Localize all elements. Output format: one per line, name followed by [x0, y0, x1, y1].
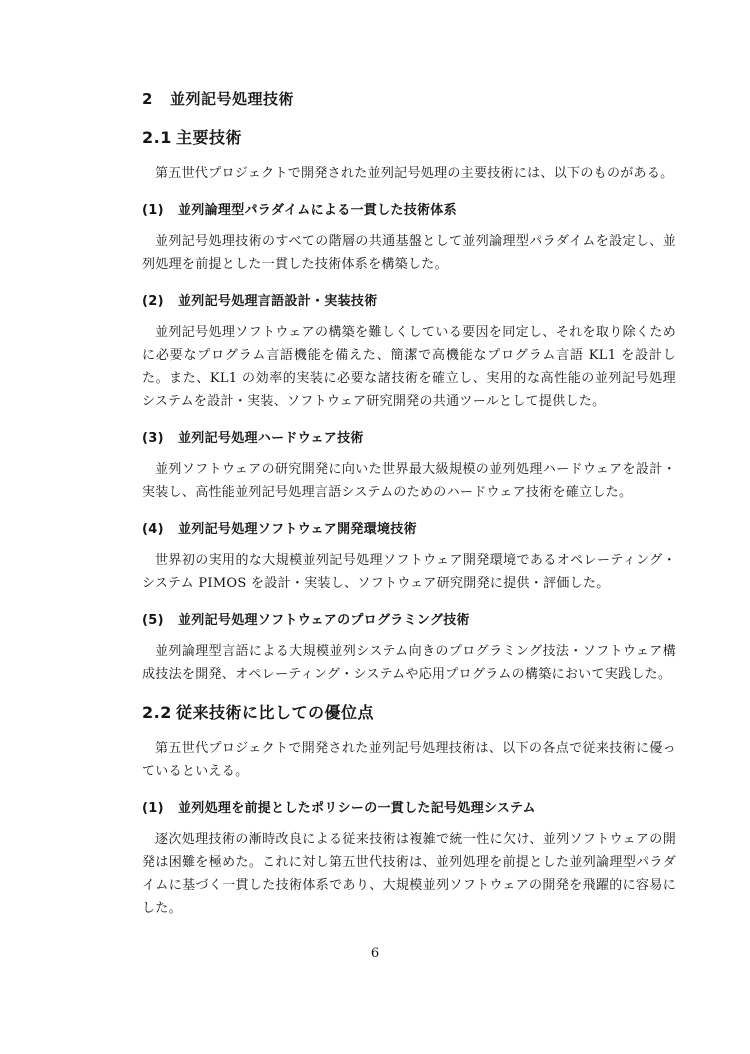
page-number: 6 — [370, 946, 380, 961]
subsection-number: (5) — [142, 613, 164, 628]
section-title: 従来技術に比しての優位点 — [176, 703, 375, 722]
subsection-title: 並列処理を前提としたポリシーの一貫した記号処理システム — [178, 801, 536, 816]
chapter-number: 2 — [142, 90, 153, 108]
body-paragraph: 世界初の実用的な大規模並列記号処理ソフトウェア開発環境であるオペレーティング・システム PIMOS を設計・実装し、ソフトウェア研究開発に提供・評価した。 — [142, 553, 676, 591]
body-paragraph: 逐次処理技術の漸時改良による従来技術は複雑で統一性に欠け、並列ソフトウェアの開発は困難を極めた。これに対し第五世代技術は、並列処理を前提とした並列論理型パラダイムに基づく一貫した技術体系であり、大規模並列ソフトウェアの開発を飛躍的に容易にした。 — [142, 832, 676, 916]
section-heading-2-2 — [142, 700, 676, 723]
body-paragraph: 並列論理型言語による大規模並列システム向きのプログラミング技法・ソフトウェア構成技法を開発、オペレーティング・システムや応用プログラムの構築において実践した。 — [142, 644, 676, 682]
subsection-title: 並列記号処理ソフトウェア開発環境技術 — [178, 522, 417, 537]
chapter-title: 並列記号処理技術 — [170, 90, 295, 108]
subsection-heading — [142, 609, 676, 628]
subsection-title: 並列論理型パラダイムによる一貫した技術体系 — [178, 203, 457, 218]
section-number: 2.1 — [142, 128, 172, 147]
chapter-heading — [142, 88, 676, 109]
body-paragraph: 並列ソフトウェアの研究開発に向いた世界最大級規模の並列処理ハードウェアを設計・実装し、高性能並列記号処理言語システムのためのハードウェア技術を確立した。 — [142, 462, 676, 500]
subsection-heading — [142, 290, 676, 309]
subsection-number: (3) — [142, 431, 164, 446]
subsection-heading — [142, 518, 676, 537]
section-intro-paragraph: 第五世代プロジェクトで開発された並列記号処理技術は、以下の各点で従来技術に優っているといえる。 — [142, 741, 676, 779]
subsection-heading — [142, 797, 676, 816]
subsection-number: (1) — [142, 801, 164, 816]
subsection-number: (2) — [142, 294, 164, 309]
subsection-number: (1) — [142, 203, 164, 218]
subsection-number: (4) — [142, 522, 164, 537]
section-heading-2-1 — [142, 125, 676, 148]
body-paragraph: 並列記号処理技術のすべての階層の共通基盤として並列論理型パラダイムを設定し、並列処理を前提とした一貫した技術体系を構築した。 — [142, 234, 676, 272]
subsection-title: 並列記号処理ソフトウェアのプログラミング技術 — [178, 613, 470, 628]
section-title: 主要技術 — [176, 128, 243, 147]
section-number: 2.2 — [142, 703, 172, 722]
section-intro-paragraph: 第五世代プロジェクトで開発された並列記号処理の主要技術には、以下のものがある。 — [155, 166, 674, 181]
subsection-heading — [142, 199, 676, 218]
subsection-heading — [142, 427, 676, 446]
body-paragraph: 並列記号処理ソフトウェアの構築を難しくしている要因を同定し、それを取り除くために必要なプログラム言語機能を備えた、簡潔で高機能なプログラム言語 KL1 を設計した。また、KL1 の効率的実装に必要な諸技術を確立し、実用的な高性能の並列記号処理システムを設計・実装、ソフトウェア研究開発の共通ツールとして提供した。 — [142, 325, 676, 409]
subsection-title: 並列記号処理言語設計・実装技術 — [178, 294, 378, 309]
subsection-title: 並列記号処理ハードウェア技術 — [178, 431, 364, 446]
page-content — [142, 88, 676, 934]
